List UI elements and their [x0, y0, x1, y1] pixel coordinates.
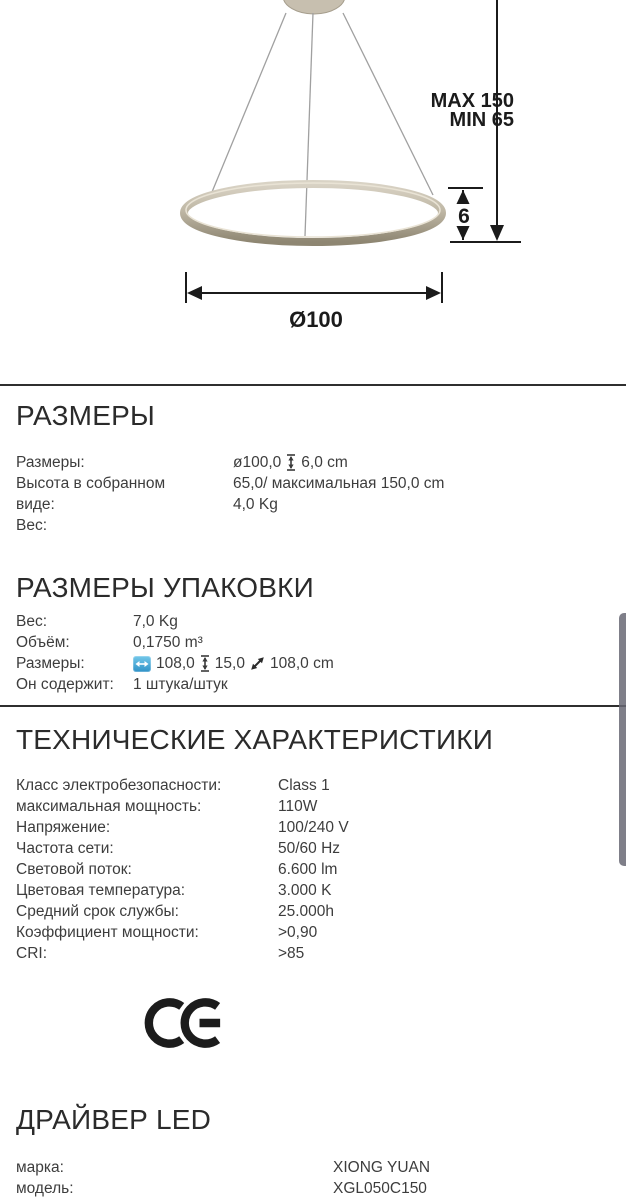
tech-row	[16, 901, 626, 922]
section-tech-specs	[16, 723, 626, 964]
packaging-contains-row	[16, 674, 626, 695]
weight-value: 4,0 Kg	[233, 496, 278, 513]
tech-row	[16, 796, 626, 817]
measure-width-icon	[133, 656, 151, 672]
row-value: 50/60 Hz	[278, 840, 341, 857]
measure-depth-icon	[250, 656, 265, 671]
packaging-size-value	[133, 653, 334, 674]
row-label: максимальная мощность:	[16, 798, 202, 815]
row-label: Вес:	[16, 517, 48, 534]
section-led-driver	[16, 1103, 626, 1199]
row-label: Он содержит:	[16, 676, 114, 693]
dimensions-size-value	[233, 452, 444, 473]
row-label: модель:	[16, 1180, 74, 1197]
driver-title: ДРАЙВЕР LED	[16, 1104, 212, 1135]
tech-row	[16, 817, 626, 838]
driver-row	[16, 1178, 626, 1199]
tech-row	[16, 922, 626, 943]
dimension-diameter	[186, 272, 442, 303]
row-value: 1 штука/штук	[133, 676, 228, 693]
driver-row	[16, 1157, 626, 1178]
row-value: 25.000h	[278, 903, 335, 920]
measure-height-icon	[286, 454, 296, 471]
row-value: 6.600 lm	[278, 861, 338, 878]
row-label: Световой поток:	[16, 861, 132, 878]
row-value: >85	[278, 945, 305, 962]
diameter-label: Ø100	[289, 307, 343, 332]
tech-row	[16, 838, 626, 859]
tech-row	[16, 775, 626, 796]
row-value: XIONG YUAN	[333, 1159, 431, 1176]
package-width: 108,0	[156, 655, 195, 672]
package-height: 15,0	[214, 655, 245, 672]
package-depth: 108,0 cm	[269, 655, 334, 672]
row-label: Вес:	[16, 613, 48, 630]
row-label: Размеры:	[16, 454, 85, 471]
row-label: виде:	[16, 496, 55, 513]
dimensions-values	[233, 452, 444, 515]
row-label: Высота в собранном	[16, 475, 166, 492]
size-height: 6,0 cm	[301, 454, 348, 471]
tech-row	[16, 859, 626, 880]
section-packaging	[16, 571, 626, 695]
packaging-title: РАЗМЕРЫ УПАКОВКИ	[16, 572, 314, 603]
row-label: Объём:	[16, 634, 70, 651]
tech-title: ТЕХНИЧЕСКИЕ ХАРАКТЕРИСТИКИ	[16, 724, 494, 755]
section-divider	[0, 705, 626, 707]
row-value: 0,1750 m³	[133, 634, 203, 651]
min-height-label: MIN 65	[449, 109, 514, 131]
row-value: Class 1	[278, 777, 330, 794]
row-label: Частота сети:	[16, 840, 114, 857]
ring-thickness-label: 6	[458, 205, 470, 228]
suspension-cables	[212, 13, 433, 236]
canopy	[283, 0, 345, 14]
row-label: Напряжение:	[16, 819, 111, 836]
scrollbar-thumb[interactable]	[619, 613, 626, 866]
row-label: Цветовая температура:	[16, 882, 186, 899]
row-label: Класс электробезопасности:	[16, 777, 222, 794]
row-value: 7,0 Kg	[133, 613, 178, 630]
row-value: 3.000 K	[278, 882, 332, 899]
row-label: марка:	[16, 1159, 64, 1176]
assembled-height-value: 65,0/ максимальная 150,0 cm	[233, 475, 445, 492]
row-value: 110W	[278, 798, 318, 815]
dimensions-title: РАЗМЕРЫ	[16, 400, 155, 431]
row-label: CRI:	[16, 945, 47, 962]
packaging-size-row	[16, 653, 626, 674]
packaging-volume-row	[16, 632, 626, 653]
tech-row	[16, 880, 626, 901]
size-diameter: ø100,0	[233, 454, 282, 471]
row-value: >0,90	[278, 924, 318, 941]
section-divider	[0, 384, 626, 386]
tech-row	[16, 943, 626, 964]
measure-height-icon	[200, 655, 210, 672]
packaging-weight-row	[16, 611, 626, 632]
section-dimensions	[16, 399, 626, 536]
max-height-label: MAX 150	[430, 90, 514, 112]
row-value: 100/240 V	[278, 819, 349, 836]
row-label: Размеры:	[16, 655, 85, 672]
row-label: Коэффициент мощности:	[16, 924, 199, 941]
row-label: Средний срок службы:	[16, 903, 179, 920]
led-ring	[184, 183, 442, 242]
ce-mark-icon	[143, 990, 227, 1056]
product-drawing	[0, 0, 626, 380]
row-value: XGL050C150	[333, 1180, 427, 1197]
